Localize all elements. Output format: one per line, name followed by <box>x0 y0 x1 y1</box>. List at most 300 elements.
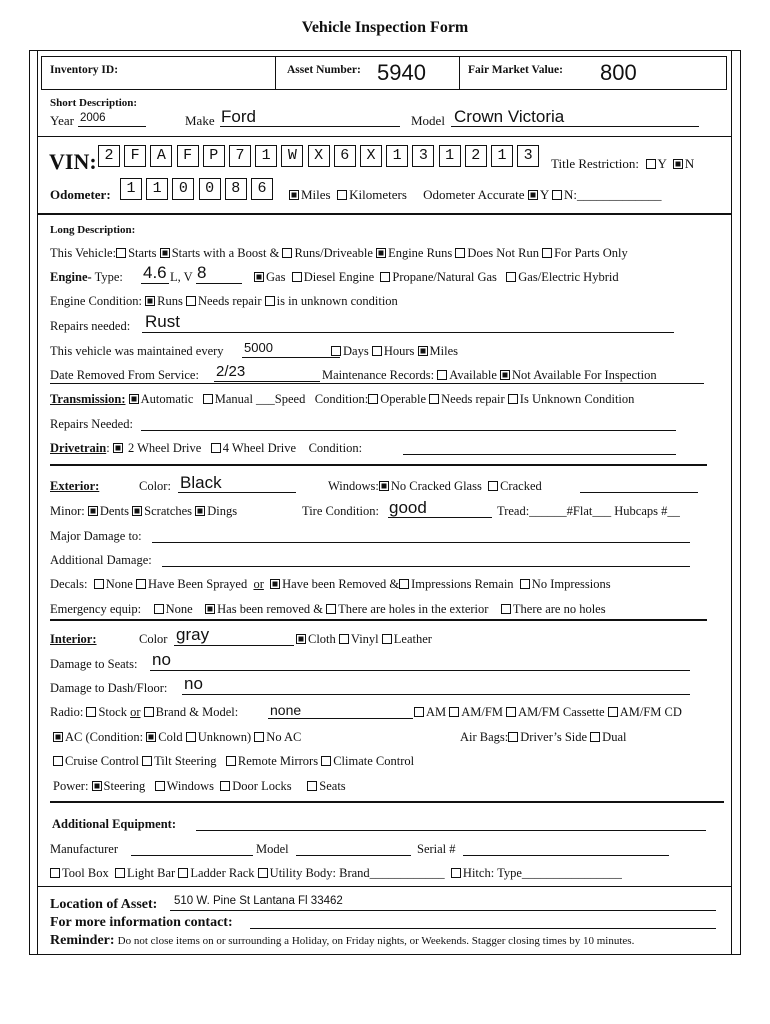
hybrid-label: Gas/Electric Hybrid <box>518 270 619 284</box>
dings-checkbox[interactable] <box>195 506 205 516</box>
climate-label: Climate Control <box>333 754 415 768</box>
power-steering-label: Steering <box>103 779 146 793</box>
toolbox-checkbox[interactable] <box>50 868 60 878</box>
runs-label: Runs <box>157 294 183 308</box>
int-color-label: Color <box>139 632 168 646</box>
major-damage-line <box>152 542 690 543</box>
inventory-label: Inventory ID: <box>50 64 119 76</box>
emergency-row <box>50 603 606 616</box>
hitch-label: Hitch: Type________________ <box>462 866 622 880</box>
vin-cell[interactable]: 3 <box>412 145 434 167</box>
odometer-cell[interactable]: 1 <box>120 178 142 200</box>
em-none-label: None <box>165 602 193 616</box>
seats-damage-label: Damage to Seats: <box>50 657 138 671</box>
trans-unknown-checkbox[interactable] <box>508 394 518 404</box>
cruise-checkbox[interactable] <box>53 756 63 766</box>
dual-label: Dual <box>602 730 627 744</box>
climate-checkbox[interactable] <box>321 756 331 766</box>
asset-value[interactable]: 5940 <box>377 60 426 85</box>
minor-row <box>50 505 237 518</box>
lightbar-label: Light Bar <box>126 866 176 880</box>
amfm-cassette-label: AM/FM Cassette <box>518 705 605 719</box>
contact-label: For more information contact: <box>50 915 233 930</box>
decals-none-label: None <box>105 577 133 591</box>
windows-row <box>328 480 542 493</box>
cracked-checkbox[interactable] <box>488 481 498 491</box>
emergency-label: Emergency equip: <box>50 602 142 616</box>
repairs-line <box>142 332 674 333</box>
make-label: Make <box>185 113 215 128</box>
vin-cell[interactable]: 1 <box>491 145 513 167</box>
stock-label: Stock <box>98 705 127 719</box>
needs-repair-label: Needs repair <box>197 294 262 308</box>
trans-condition-label: Condition: <box>314 392 369 406</box>
engine-needs-repair-checkbox[interactable] <box>186 296 196 306</box>
year-value[interactable]: 2006 <box>80 112 106 124</box>
title-y-label: Y <box>657 156 667 171</box>
toolbox-label: Tool Box <box>62 866 109 880</box>
hours-checkbox[interactable] <box>372 346 382 356</box>
vin-cell[interactable]: 3 <box>517 145 539 167</box>
year-label: Year <box>50 113 74 128</box>
reminder-label: Reminder: <box>50 933 115 948</box>
drive-condition-label: Condition: <box>308 441 363 455</box>
vin-cell[interactable]: X <box>360 145 382 167</box>
drive-condition-line <box>403 454 676 455</box>
odo-y-label: Y <box>539 187 549 202</box>
runs-driveable-label: Runs/Driveable <box>294 246 373 260</box>
power-seats-label: Seats <box>319 779 346 793</box>
dash-damage-label: Damage to Dash/Floor: <box>50 681 168 695</box>
equipment-items-row <box>50 867 622 880</box>
amfm-cd-label: AM/FM CD <box>619 705 682 719</box>
amfm-label: AM/FM <box>461 705 503 719</box>
engine-unknown-checkbox[interactable] <box>265 296 275 306</box>
amfm-cd-checkbox[interactable] <box>608 707 618 717</box>
brand-value[interactable]: none <box>270 702 302 718</box>
exterior-label: Exterior: <box>50 479 100 493</box>
scratches-checkbox[interactable] <box>132 506 142 516</box>
vin-cells <box>98 145 546 167</box>
vin-cell[interactable]: A <box>150 145 172 167</box>
repairs-value[interactable]: Rust <box>145 312 180 331</box>
title-restriction <box>551 157 694 170</box>
odo-accurate-label: Odometer Accurate <box>423 187 525 202</box>
dual-checkbox[interactable] <box>590 732 600 742</box>
dash-value[interactable]: no <box>184 674 203 693</box>
location-label: Location of Asset: <box>50 897 158 912</box>
decals-none-checkbox[interactable] <box>94 579 104 589</box>
asset-label: Asset Number: <box>287 64 361 76</box>
engine-label: Engine- <box>50 270 92 284</box>
odometer-cell[interactable]: 1 <box>146 178 168 200</box>
maintained-line <box>242 357 340 358</box>
vin-cell[interactable]: 2 <box>465 145 487 167</box>
no-ac-label: No AC <box>266 730 302 744</box>
equip-model-line <box>296 855 411 856</box>
engine-condition-label: Engine Condition: <box>50 294 143 308</box>
seats-line <box>150 670 690 671</box>
additional-damage-line <box>162 566 690 567</box>
drivetrain-label: Drivetrain <box>50 441 107 455</box>
unknown-condition-label: is in unknown condition <box>276 294 398 308</box>
cracked-line <box>580 492 698 493</box>
miles-label: Miles <box>301 187 331 202</box>
odometer-cell[interactable]: 0 <box>199 178 221 200</box>
scratches-label: Scratches <box>144 504 193 518</box>
odometer-cell[interactable]: 8 <box>225 178 247 200</box>
automatic-label: Automatic <box>140 392 194 406</box>
no-ac-checkbox[interactable] <box>254 732 264 742</box>
title-y-checkbox[interactable] <box>646 159 656 169</box>
for-parts-checkbox[interactable] <box>542 248 552 258</box>
title-n-label: N <box>684 156 695 171</box>
cold-label: Cold <box>158 730 183 744</box>
year-line <box>78 126 146 127</box>
miles-checkbox[interactable] <box>289 190 299 200</box>
em-removed-checkbox[interactable] <box>205 604 215 614</box>
em-none-checkbox[interactable] <box>154 604 164 614</box>
manual-checkbox[interactable] <box>203 394 213 404</box>
kilometers-checkbox[interactable] <box>337 190 347 200</box>
date-row-underline <box>50 383 704 384</box>
ext-color-label: Color: <box>139 479 171 493</box>
diesel-checkbox[interactable] <box>292 272 302 282</box>
does-not-run-label: Does Not Run <box>467 246 539 260</box>
propane-checkbox[interactable] <box>380 272 390 282</box>
for-parts-label: For Parts Only <box>554 246 628 260</box>
trans-needs-repair-checkbox[interactable] <box>429 394 439 404</box>
hours-label: Hours <box>383 344 415 358</box>
vinyl-checkbox[interactable] <box>339 634 349 644</box>
cracked-label: Cracked <box>500 479 542 493</box>
no-impressions-checkbox[interactable] <box>520 579 530 589</box>
frame-inner-left <box>37 50 38 955</box>
windows-label: Windows: <box>328 479 379 493</box>
days-checkbox[interactable] <box>331 346 341 356</box>
seats-value[interactable]: no <box>152 650 171 669</box>
stock-checkbox[interactable] <box>86 707 96 717</box>
operable-label: Operable <box>380 392 427 406</box>
tread-text: Tread:______#Flat___ Hubcaps #__ <box>497 504 680 518</box>
no-holes-label: There are no holes <box>512 602 606 616</box>
miles-interval-checkbox[interactable] <box>418 346 428 356</box>
equip-model-label: Model <box>256 842 289 856</box>
airbags-row <box>460 731 626 744</box>
ac-row <box>53 731 301 744</box>
odometer-cell[interactable]: 0 <box>172 178 194 200</box>
location-line <box>170 910 716 911</box>
brand-model-label: Brand & Model: <box>155 705 239 719</box>
power-windows-checkbox[interactable] <box>155 781 165 791</box>
int-color-line <box>174 645 294 646</box>
model-line <box>451 126 699 127</box>
power-row <box>53 780 346 793</box>
amfm-cassette-checkbox[interactable] <box>506 707 516 717</box>
utility-checkbox[interactable] <box>258 868 268 878</box>
power-label: Power: <box>53 779 89 793</box>
vin-cell[interactable]: 6 <box>334 145 356 167</box>
dents-label: Dents <box>99 504 130 518</box>
vin-cell[interactable]: 1 <box>255 145 277 167</box>
2wd-label: 2 Wheel Drive <box>127 441 202 455</box>
cyl-value[interactable]: 8 <box>197 263 207 282</box>
odometer-label: Odometer: <box>50 187 111 202</box>
drivers-side-checkbox[interactable] <box>508 732 518 742</box>
manufacturer-line <box>131 855 253 856</box>
major-damage-label: Major Damage to: <box>50 529 142 543</box>
form-title: Vehicle Inspection Form <box>301 19 469 36</box>
vin-label: VIN: <box>49 149 97 174</box>
trans-needs-repair-label: Needs repair <box>441 392 505 406</box>
liters-value[interactable]: 4.6 <box>143 263 167 282</box>
dash-line <box>182 694 690 695</box>
odometer-cells <box>120 178 280 200</box>
odometer-units <box>289 188 661 201</box>
model-value[interactable]: Crown Victoria <box>454 107 565 126</box>
date-removed-label: Date Removed From Service: <box>50 368 199 382</box>
odometer-cell[interactable]: 6 <box>251 178 273 200</box>
vin-cell[interactable]: P <box>203 145 225 167</box>
diesel-label: Diesel Engine <box>303 270 375 284</box>
engine-runs-label: Engine Runs <box>388 246 453 260</box>
am-label: AM <box>426 705 447 719</box>
available-label: Available <box>449 368 497 382</box>
available-checkbox[interactable] <box>437 370 447 380</box>
transmission-row <box>50 393 634 406</box>
power-locks-label: Door Locks <box>232 779 292 793</box>
header-divider-2 <box>459 56 460 90</box>
title-n-checkbox[interactable] <box>673 159 683 169</box>
gas-label: Gas <box>266 270 286 284</box>
vin-cell[interactable]: W <box>281 145 303 167</box>
does-not-run-checkbox[interactable] <box>455 248 465 258</box>
liters-line <box>141 283 169 284</box>
ext-color-value[interactable]: Black <box>180 473 222 492</box>
maint-records-label: Maintenance Records: <box>322 368 435 382</box>
4wd-checkbox[interactable] <box>211 443 221 453</box>
fmv-label: Fair Market Value: <box>468 64 563 76</box>
not-available-checkbox[interactable] <box>500 370 510 380</box>
cold-checkbox[interactable] <box>146 732 156 742</box>
engine-runs-cond-checkbox[interactable] <box>145 296 155 306</box>
engine-condition-row <box>50 295 398 308</box>
decals-row <box>50 578 611 591</box>
upholstery-row <box>296 633 432 646</box>
sep-5 <box>50 801 724 803</box>
maint-records-row <box>322 369 657 382</box>
tire-value[interactable]: good <box>389 498 427 517</box>
no-cracked-checkbox[interactable] <box>379 481 389 491</box>
sep-1 <box>37 136 731 137</box>
date-line <box>214 381 320 382</box>
equipment-label: Additional Equipment: <box>52 817 176 831</box>
sprayed-checkbox[interactable] <box>136 579 146 589</box>
radio-label: Radio: <box>50 705 84 719</box>
maintained-value[interactable]: 5000 <box>244 340 273 355</box>
ac-unknown-checkbox[interactable] <box>186 732 196 742</box>
vin-cell[interactable]: 1 <box>439 145 461 167</box>
engine-type-row <box>50 271 123 284</box>
frame-inner-right <box>731 50 732 955</box>
decals-or: or <box>253 577 264 591</box>
ac-unknown-label: Unknown) <box>197 730 252 744</box>
hitch-checkbox[interactable] <box>451 868 461 878</box>
ext-color-line <box>178 492 296 493</box>
power-seats-checkbox[interactable] <box>307 781 317 791</box>
fmv-value[interactable]: 800 <box>600 60 637 85</box>
starts-boost-checkbox[interactable] <box>160 248 170 258</box>
starts-checkbox[interactable] <box>116 248 126 258</box>
tire-line <box>388 517 492 518</box>
engine-runs-checkbox[interactable] <box>376 248 386 258</box>
utility-label: Utility Body: Brand____________ <box>269 866 445 880</box>
ladder-label: Ladder Rack <box>190 866 255 880</box>
em-removed-label: Has been removed & <box>217 602 324 616</box>
contact-line <box>250 928 716 929</box>
sep-2 <box>37 213 731 215</box>
maintained-label: This vehicle was maintained every <box>50 344 224 358</box>
runs-driveable-checkbox[interactable] <box>282 248 292 258</box>
impressions-remain-label: Impressions Remain <box>411 577 514 591</box>
interval-units <box>331 345 458 358</box>
ac-checkbox[interactable] <box>53 732 63 742</box>
cloth-label: Cloth <box>308 632 336 646</box>
drivers-side-label: Driver’s Side <box>520 730 588 744</box>
odo-n-label: N:_____________ <box>563 187 662 202</box>
automatic-checkbox[interactable] <box>129 394 139 404</box>
cruise-label: Cruise Control <box>65 754 139 768</box>
title-restriction-label: Title Restriction: <box>551 156 639 171</box>
days-label: Days <box>343 344 369 358</box>
ac-label: AC (Condition: <box>65 730 144 744</box>
minor-label: Minor: <box>50 504 85 518</box>
vin-cell[interactable]: X <box>308 145 330 167</box>
vin-cell[interactable]: F <box>124 145 146 167</box>
this-vehicle-label: This Vehicle: <box>50 246 117 260</box>
4wd-label: 4 Wheel Drive <box>222 441 297 455</box>
miles-interval-label: Miles <box>429 344 458 358</box>
dents-checkbox[interactable] <box>88 506 98 516</box>
int-color-value[interactable]: gray <box>176 625 210 644</box>
gas-checkbox[interactable] <box>254 272 264 282</box>
lv-label: L, V <box>170 270 193 284</box>
airbags-label: Air Bags: <box>460 730 509 744</box>
date-value[interactable]: 2/23 <box>216 363 246 380</box>
interior-label: Interior: <box>50 632 97 646</box>
drivetrain-row: Drivetrain: 2 Wheel Drive 4 Wheel Drive Condition: <box>50 441 363 455</box>
vin-cell[interactable]: 7 <box>229 145 251 167</box>
features-row <box>53 755 414 768</box>
cyl-line <box>196 283 242 284</box>
radio-or: or <box>130 705 141 719</box>
tilt-checkbox[interactable] <box>142 756 152 766</box>
leather-label: Leather <box>393 632 432 646</box>
sep-4 <box>50 619 707 621</box>
starts-boost-label: Starts with a Boost & <box>171 246 280 260</box>
power-windows-label: Windows <box>166 779 215 793</box>
vin-cell[interactable]: 1 <box>386 145 408 167</box>
serial-label: Serial # <box>417 842 456 856</box>
brand-line <box>268 718 413 719</box>
odometer-label-text: Odometer <box>50 187 107 202</box>
vehicle-status-row <box>50 247 628 260</box>
lightbar-checkbox[interactable] <box>115 868 125 878</box>
tilt-label: Tilt Steering <box>154 754 217 768</box>
location-value[interactable]: 510 W. Pine St Lantana Fl 33462 <box>174 895 343 907</box>
manual-label: Manual ___Speed <box>214 392 306 406</box>
amfm-checkbox[interactable] <box>449 707 459 717</box>
2wd-checkbox[interactable] <box>113 443 123 453</box>
manufacturer-label: Manufacturer <box>50 842 119 856</box>
cloth-checkbox[interactable] <box>296 634 306 644</box>
repairs-needed2-label: Repairs Needed: <box>50 417 133 431</box>
transmission-label: Transmission: <box>50 392 126 406</box>
tire-condition-label: Tire Condition: <box>302 504 379 518</box>
remote-mirrors-label: Remote Mirrors <box>237 754 319 768</box>
vin-cell[interactable]: 2 <box>98 145 120 167</box>
power-locks-checkbox[interactable] <box>220 781 230 791</box>
hybrid-checkbox[interactable] <box>506 272 516 282</box>
radio-row <box>50 706 238 719</box>
reminder-row <box>50 934 634 948</box>
kilometers-label: Kilometers <box>349 187 407 202</box>
removed-label: Have been Removed & <box>282 577 400 591</box>
impressions-remain-checkbox[interactable] <box>399 579 409 589</box>
no-cracked-label: No Cracked Glass <box>390 479 482 493</box>
remote-mirrors-checkbox[interactable] <box>226 756 236 766</box>
sep-3 <box>50 464 707 466</box>
propane-label: Propane/Natural Gas <box>392 270 497 284</box>
model-label: Model <box>411 113 445 128</box>
fuel-row <box>254 271 619 284</box>
vin-cell[interactable]: F <box>177 145 199 167</box>
holes-label: There are holes in the exterior <box>338 602 489 616</box>
ladder-checkbox[interactable] <box>178 868 188 878</box>
power-steering-checkbox[interactable] <box>92 781 102 791</box>
no-impressions-label: No Impressions <box>531 577 611 591</box>
reminder-text: Do not close items on or surrounding a Holiday, on Friday nights, or Weekends. Stagger closing times by 10 minutes. <box>117 935 635 947</box>
removed-checkbox[interactable] <box>270 579 280 589</box>
radio-types-row <box>414 706 682 719</box>
trans-unknown-label: Is Unknown Condition <box>519 392 635 406</box>
sprayed-label: Have Been Sprayed <box>147 577 248 591</box>
additional-damage-label: Additional Damage: <box>50 553 152 567</box>
vinyl-label: Vinyl <box>350 632 379 646</box>
operable-checkbox[interactable] <box>368 394 378 404</box>
leather-checkbox[interactable] <box>382 634 392 644</box>
am-checkbox[interactable] <box>414 707 424 717</box>
odo-accurate-y-checkbox[interactable] <box>528 190 538 200</box>
header-divider-1 <box>275 56 276 90</box>
type-label: Type: <box>94 270 123 284</box>
sep-6 <box>37 886 731 887</box>
decals-label: Decals: <box>50 577 88 591</box>
no-holes-checkbox[interactable] <box>501 604 511 614</box>
repairs2-line <box>141 430 676 431</box>
equipment-line <box>196 830 706 831</box>
brand-model-checkbox[interactable] <box>144 707 154 717</box>
odo-accurate-n-checkbox[interactable] <box>552 190 562 200</box>
repairs-needed-label: Repairs needed: <box>50 319 131 333</box>
make-line <box>220 126 400 127</box>
short-desc-label: Short Description: <box>50 97 138 109</box>
serial-line <box>463 855 669 856</box>
not-available-label: Not Available For Inspection <box>512 368 657 382</box>
holes-checkbox[interactable] <box>326 604 336 614</box>
make-value[interactable]: Ford <box>221 107 256 126</box>
dings-label: Dings <box>207 504 238 518</box>
